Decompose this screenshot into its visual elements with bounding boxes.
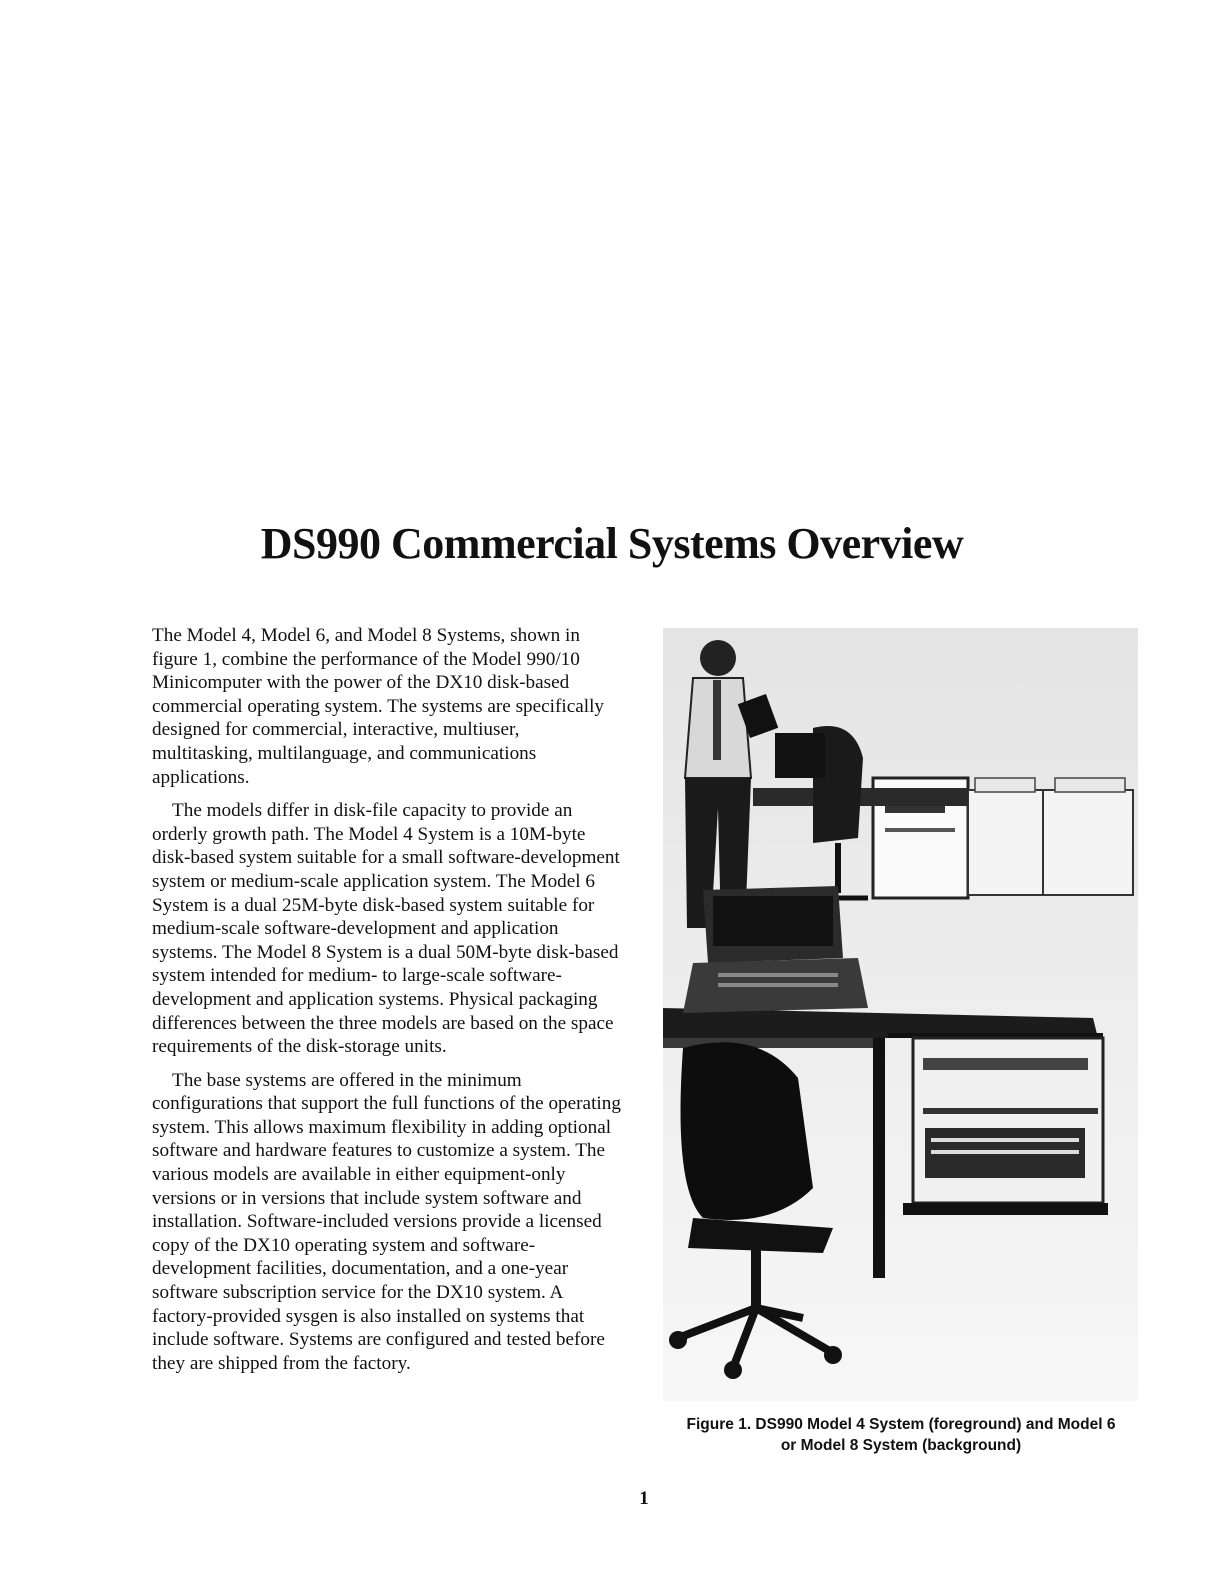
paragraph-2: The models differ in disk-file capacity to provide an orderly growth path. The Model 4 System is a 10M-byte disk-based system suitable for a small software-development system or medium-scale application system. The Model 6 System is a dual 25M-byte disk-based system suitable for medium-scale software-development and application systems. The Model 8 System is a dual 50M-byte disk-based system intended for medium- to large-scale software-development and application systems. Physical packaging differences between the three models are based on the space requirements of the disk-storage units. — [152, 800, 620, 1058]
paragraph-1: The Model 4, Model 6, and Model 8 Systems, shown in figure 1, combine the performance of the Model 990/10 Minicomputer with the power of the DX10 disk-based commercial operating system. The systems are specifically designed for commercial, interactive, multiuser, multitasking, multilanguage, and communications applications. — [152, 625, 605, 788]
system-photo-illustration — [663, 628, 1138, 1401]
figure-1-photo — [663, 628, 1138, 1401]
figure-caption-line-1: Figure 1. DS990 Model 4 System (foreground) and Model 6 — [686, 1416, 1116, 1433]
page-number: 1 — [639, 1488, 649, 1509]
page-title: DS990 Commercial Systems Overview — [260, 519, 964, 568]
paragraph-3: The base systems are offered in the minimum configurations that support the full functions of the operating system. This allows maximum flexibility in adding optional software and hardware features to customize a system. The various models are available in either equipment-only versions or in versions that include system software and installation. Software-included versions provide a licensed copy of the DX10 operating system and software-development facilities, documentation, and a one-year software subscription service for the DX10 system. A factory-provided sysgen is also installed on systems that include software. Systems are configured and tested before they are shipped from the factory. — [152, 1069, 621, 1374]
figure-caption-line-2: or Model 8 System (background) — [780, 1437, 1022, 1454]
figure-caption — [652, 1414, 1150, 1456]
body-text-column — [152, 624, 622, 1385]
